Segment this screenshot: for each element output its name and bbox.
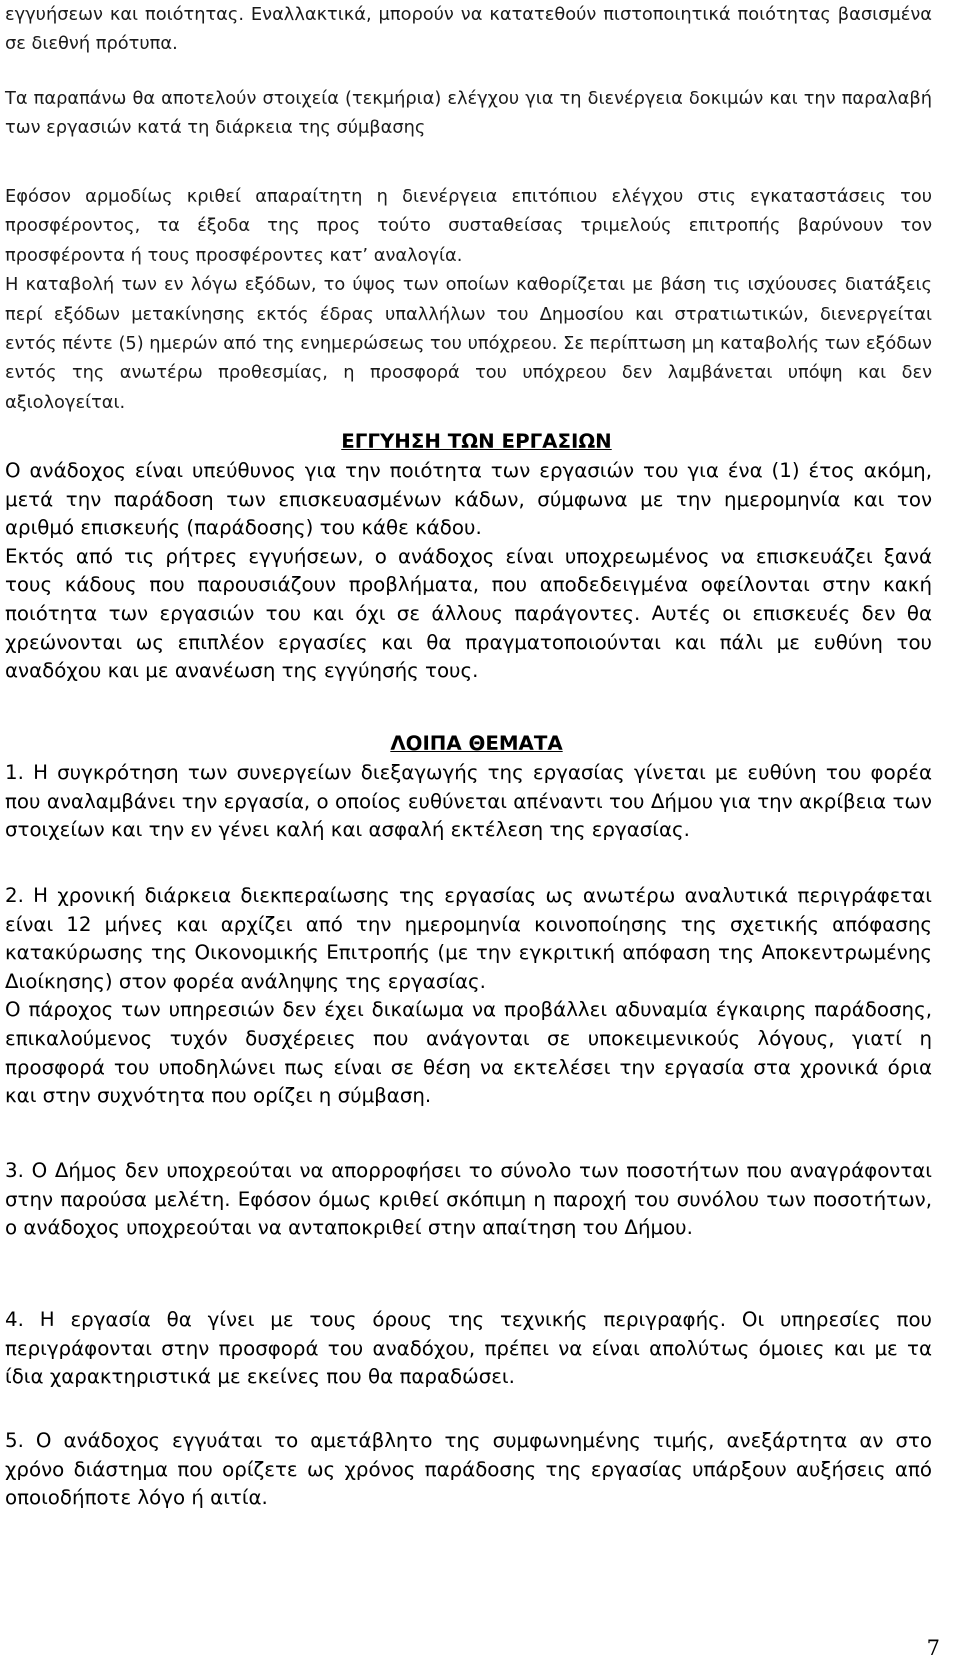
warranty-heading: ΕΓΓΥΗΣΗ ΤΩΝ ΕΡΓΑΣΙΩΝ <box>341 430 612 453</box>
intro-tail-block <box>5 0 932 59</box>
warranty-section <box>5 427 932 686</box>
warranty-paragraph-1: Ο ανάδοχος είναι υπεύθυνος για την ποιότητα των εργασιών του για ένα (1) έτος ακόμη, μετά την παράδοση των επισκευασμένων κάδων, σύμφωνα με την ημερομηνία και τον αριθμό επισκευής (παράδοσης) του κάθε κάδου. <box>5 459 932 540</box>
controls-paragraph: Τα παραπάνω θα αποτελούν στοιχεία (τεκμήρια) ελέγχου για τη διενέργεια δοκιμών και την παραλαβή των εργασιών κατά τη διάρκεια της σύμβασης <box>5 88 932 139</box>
item-2: 2. Η χρονική διάρκεια διεκπεραίωσης της εργασίας ως ανωτέρω αναλυτικά περιγράφεται είναι 12 μήνες και αρχίζει από την ημερομηνία κοινοποίησης της σχετικής απόφασης κατακύρωσης της Οικονομικής Επιτροπής (με την εγκριτική απόφαση της Αποκεντρωμένης Διοίκησης) στον φορέα ανάληψης της εργασίας. <box>5 884 932 993</box>
item-3: 3. Ο Δήμος δεν υποχρεούται να απορροφήσει το σύνολο των ποσοτήτων που αναγράφονται στην παρούσα μελέτη. Εφόσον όμως κριθεί σκόπιμη η παροχή του συνόλου των ποσοτήτων, ο ανάδοχος υποχρεούται να ανταποκριθεί στην απαίτηση του Δήμου. <box>5 1159 932 1240</box>
controls-block <box>5 84 932 143</box>
item-4: 4. Η εργασία θα γίνει με τους όρους της τεχνικής περιγραφής. Οι υπηρεσίες που περιγράφονται στην προσφορά του αναδόχου, πρέπει να είναι απολύτως όμοιες και με τα ίδια χαρακτηριστικά με εκείνες που θα παραδώσει. <box>5 1308 932 1389</box>
intro-tail-paragraph: εγγυήσεων και ποιότητας. Εναλλακτικά, μπορούν να κατατεθούν πιστοποιητικά ποιότητας βασισμένα σε διεθνή πρότυπα. <box>5 4 932 55</box>
other-issues-heading: ΛΟΙΠΑ ΘΕΜΑΤΑ <box>390 732 563 755</box>
warranty-paragraph-2: Εκτός από τις ρήτρες εγγυήσεων, ο ανάδοχος είναι υποχρεωμένος να επισκευάζει ξανά τους κάδους που παρουσιάζουν προβλήματα, που αποδεδειγμένα οφείλονται στην κακή ποιότητα των εργασιών του και όχι σε άλλους παράγοντες. Αυτές οι επισκευές δεν θα χρεώνονται ως επιπλέον εργασίες και θα πραγματοποιούνται και πάλι με ευθύνη του αναδόχου και με ανανέωση της εγγύησής τους. <box>5 544 932 683</box>
item-3-block <box>5 1157 932 1243</box>
other-issues-section <box>5 729 932 845</box>
inspection-paragraph: Εφόσον αρμοδίως κριθεί απαραίτητη η διενέργεια επιτόπιου ελέγχου στις εγκαταστάσεις του προσφέροντος, τα έξοδα της προς τούτο συσταθείσας τριμελούς επιτροπής βαρύνουν τον προσφέροντα ή τους προσφέροντες κατ’ αναλογία. <box>5 186 932 266</box>
item-4-block <box>5 1306 932 1392</box>
item-5: 5. Ο ανάδοχος εγγυάται το αμετάβλητο της συμφωνημένης τιμής, ανεξάρτητα αν στο χρόνο διάστημα που ορίζετε ως χρόνος παράδοσης της εργασίας υπάρξουν αυξήσεις από οποιοδήποτε λόγο ή αιτία. <box>5 1429 932 1510</box>
page-number: 7 <box>926 1636 940 1660</box>
payment-paragraph: Η καταβολή των εν λόγω εξόδων, το ύψος των οποίων καθορίζεται με βάση τις ισχύουσες διατάξεις περί εξόδων μετακίνησης εκτός έδρας υπαλλήλων του Δημοσίου και στρατιωτικών, διενεργείται εντός πέντε (5) ημερών από της ενημερώσεως του υπόχρεου. Σε περίπτωση μη καταβολής των εξόδων εντός της ανωτέρω προθεσμίας, η προσφορά του υπόχρεου δεν λαμβάνεται υπόψη και δεν αξιολογείται. <box>5 274 932 413</box>
item-2-continuation: Ο πάροχος των υπηρεσιών δεν έχει δικαίωμα να προβάλλει αδυναμία έγκαιρης παράδοσης, επικαλούμενος τυχόν δυσχέρειες που ανάγονται σε υποκειμενικούς λόγους, γιατί η προσφορά του υποδηλώνει πως είναι σε θέση να εκτελέσει την εργασία στα χρονικά όρια και στην συχνότητα που ορίζει η σύμβαση. <box>5 998 932 1108</box>
inspection-block <box>5 182 932 417</box>
item-1: 1. Η συγκρότηση των συνεργείων διεξαγωγής της εργασίας γίνεται με ευθύνη του φορέα που αναλαμβάνει την εργασία, ο οποίος ευθύνεται απέναντι του Δήμου για την ακρίβεια των στοιχείων και την εν γένει καλή και ασφαλή εκτέλεση της εργασίας. <box>5 761 932 842</box>
item-5-block <box>5 1427 932 1513</box>
item-2-block <box>5 882 932 1111</box>
